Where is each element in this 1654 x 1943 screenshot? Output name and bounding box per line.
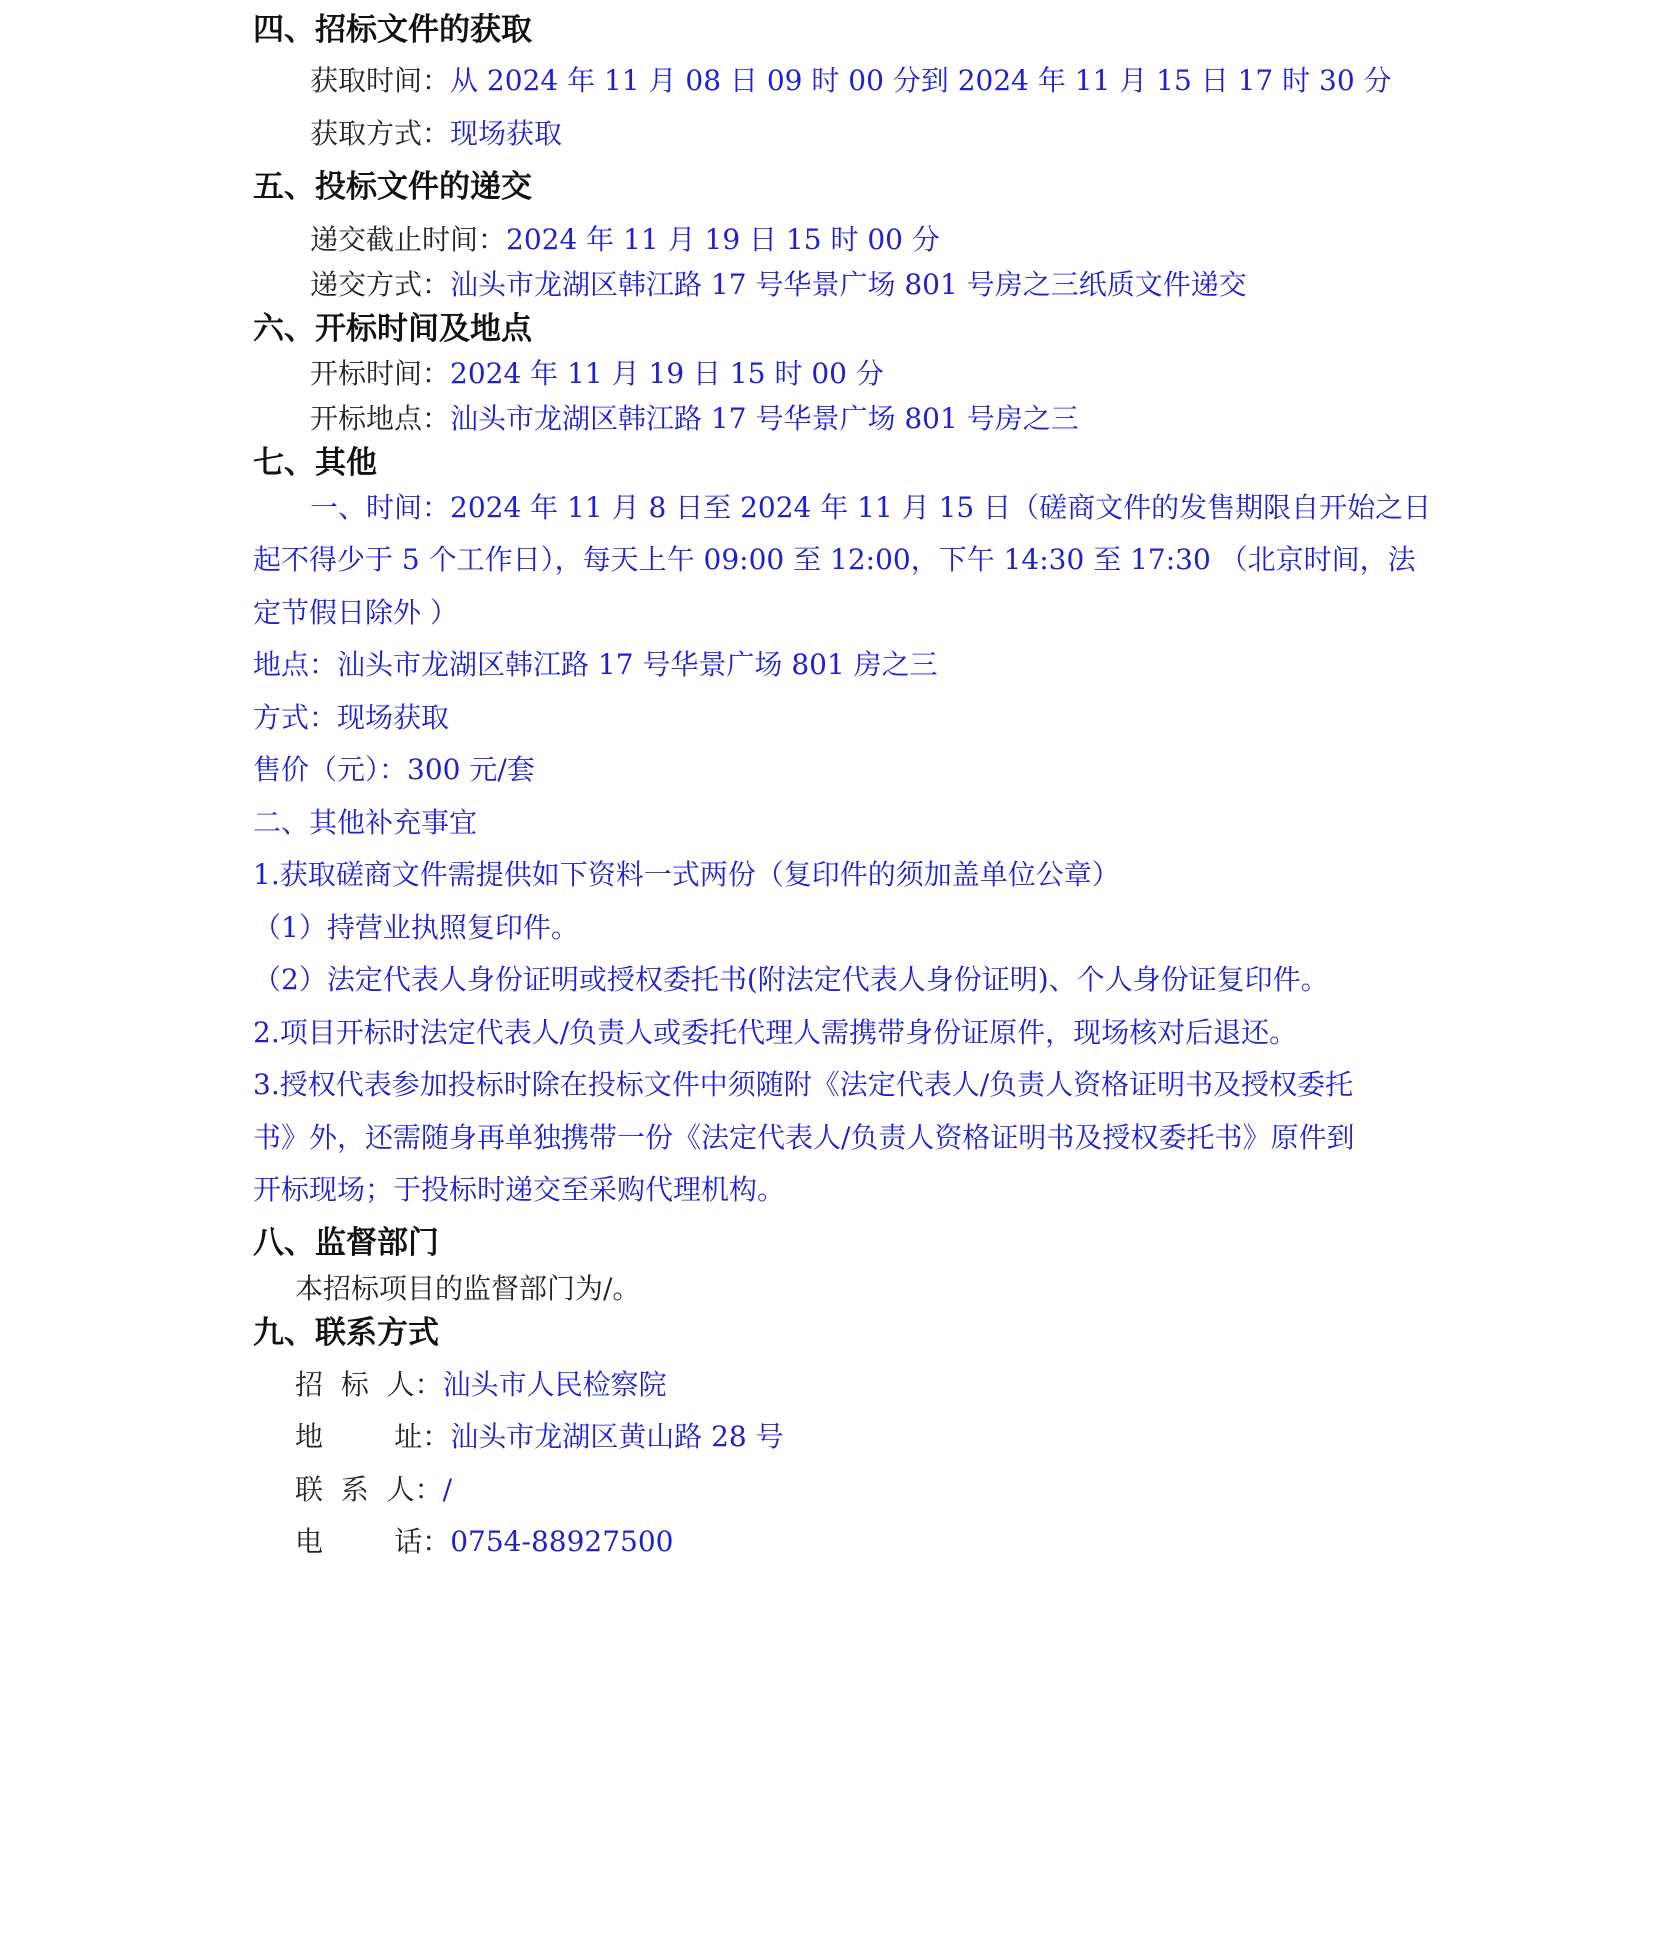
section-9-heading: 九、联系方式 [253,1315,439,1351]
section-8-heading: 八、监督部门 [253,1225,439,1261]
contact-row-phone [295,1525,674,1558]
contact-value: 汕头市龙湖区黄山路 28 号 [450,1420,784,1453]
opening-time-value: 2024 年 11 月 19 日 15 时 00 分 [450,357,884,390]
opening-place-value: 汕头市龙湖区韩江路 17 号华景广场 801 号房之三 [450,402,1079,435]
opening-place-line [310,402,1079,435]
other-line-14: 开标现场；于投标时递交至采购代理机构。 [253,1173,786,1206]
acquire-method-line [310,117,563,150]
submit-deadline-line [310,223,940,256]
other-line-11: 2.项目开标时法定代表人/负责人或委托代理人需携带身份证原件，现场核对后退还。 [253,1016,1298,1049]
contact-value: / [442,1473,453,1506]
other-line-3: 定节假日除外 ） [253,596,458,629]
opening-time-label: 开标时间： [310,357,451,390]
acquire-time-line [310,64,1392,97]
contact-label: 联 系 人： [295,1473,443,1506]
submit-deadline-label: 递交截止时间： [310,223,507,256]
contact-value: 汕头市人民检察院 [442,1368,667,1401]
section-4-heading: 四、招标文件的获取 [253,12,532,48]
supervision-text: 本招标项目的监督部门为/。 [295,1272,641,1305]
acquire-method-label: 获取方式： [310,117,451,150]
other-line-1: 一、时间：2024 年 11 月 8 日至 2024 年 11 月 15 日（磋商文件的发售期限自开始之日 [310,491,1432,524]
contact-label: 招 标 人： [295,1368,443,1401]
acquire-method-value: 现场获取 [450,117,563,150]
contact-label: 地 址： [295,1420,451,1453]
section-7-heading: 七、其他 [253,445,377,481]
opening-place-label: 开标地点： [310,402,451,435]
submit-method-line [310,268,1247,301]
contact-row-tenderer [295,1368,667,1401]
other-line-6: 售价（元）：300 元/套 [253,753,535,786]
other-line-12: 3.授权代表参加投标时除在投标文件中须随附《法定代表人/负责人资格证明书及授权委托 [253,1068,1354,1101]
section-5-heading: 五、投标文件的递交 [253,169,532,205]
other-line-10: （2）法定代表人身份证明或授权委托书(附法定代表人身份证明)、个人身份证复印件。 [253,963,1329,996]
other-line-9: （1）持营业执照复印件。 [253,911,579,944]
other-line-8: 1.获取磋商文件需提供如下资料一式两份（复印件的须加盖单位公章） [253,858,1120,891]
section-6-heading: 六、开标时间及地点 [253,311,532,347]
acquire-time-value: 从 2024 年 11 月 08 日 09 时 00 分到 2024 年 11 月 15 日 17 时 30 分 [450,64,1392,97]
contact-row-address [295,1420,784,1453]
acquire-time-label: 获取时间： [310,64,451,97]
contact-row-person [295,1473,453,1506]
submit-method-label: 递交方式： [310,268,451,301]
other-line-5: 方式：现场获取 [253,701,450,734]
contact-value: 0754-88927500 [450,1525,674,1558]
other-line-2: 起不得少于 5 个工作日），每天上午 09:00 至 12:00，下午 14:30 至 17:30 （北京时间，法 [253,543,1416,576]
other-line-13: 书》外，还需随身再单独携带一份《法定代表人/负责人资格证明书及授权委托书》原件到 [253,1121,1355,1154]
opening-time-line [310,357,884,390]
submit-method-value: 汕头市龙湖区韩江路 17 号华景广场 801 号房之三纸质文件递交 [450,268,1247,301]
submit-deadline-value: 2024 年 11 月 19 日 15 时 00 分 [506,223,940,256]
other-line-7: 二、其他补充事宜 [253,806,478,839]
contact-label: 电 话： [295,1525,451,1558]
other-line-4: 地点：汕头市龙湖区韩江路 17 号华景广场 801 房之三 [253,648,938,681]
